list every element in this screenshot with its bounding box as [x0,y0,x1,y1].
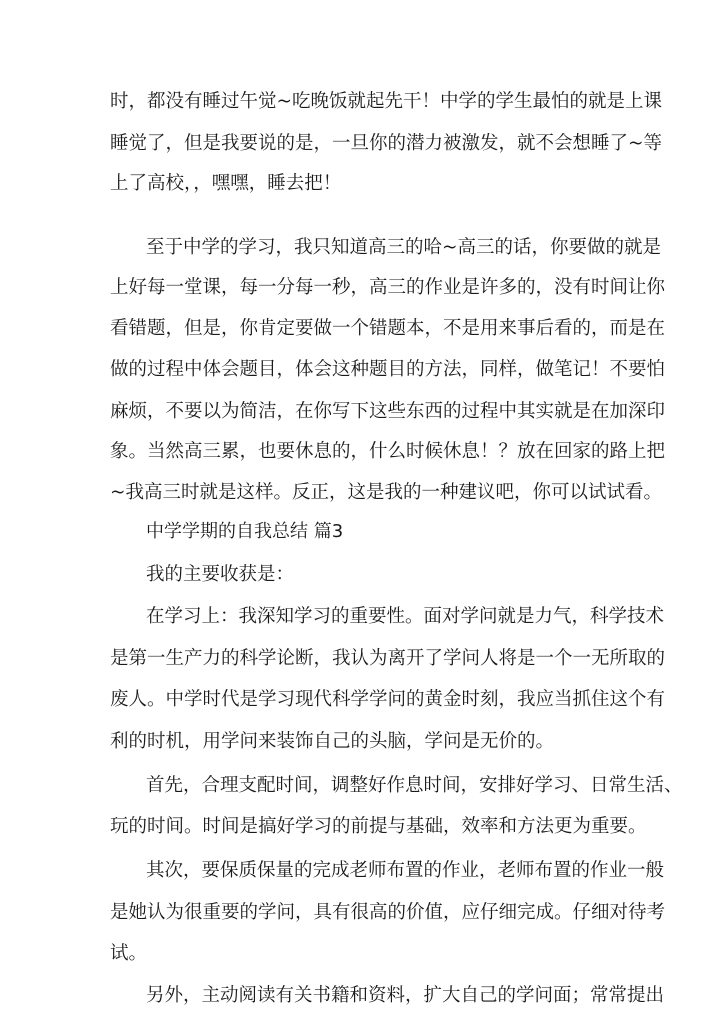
text-line: 做的过程中体会题目，体会这种题目的方法，同样，做笔记！不要怕 [110,359,666,380]
text-line: 是第一生产力的科学论断，我认为离开了学问人将是一个一无所取的 [110,648,666,669]
paragraph-first-line: 其次，要保质保量的完成老师布置的作业，老师布置的作业一般 [146,860,665,881]
text-line: 试。 [110,943,148,964]
text-line: 象。当然高三累，也要休息的，什么时候休息！？放在回家的路上把 [110,441,666,462]
text-line: 麻烦，不要以为简洁，在你写下这些东西的过程中其实就是在加深印 [110,401,666,422]
paragraph-first-line: 首先，合理支配时间，调整好作息时间，安排好学习、日常生活、 [146,775,683,796]
text-line: 利的时机，用学问来装饰自己的头脑，学问是无价的。 [110,731,555,752]
text-line: 我的主要收获是： [146,564,295,585]
text-line: 上了高校，，嘿嘿，睡去把！ [110,173,342,194]
section-heading: 中学学期的自我总结 篇3 [146,521,344,542]
paragraph-first-line: 在学习上：我深知学习的重要性。面对学问就是力气，科学技术 [146,606,665,627]
text-line: 是她认为很重要的学问，具有很高的价值，应仔细完成。仔细对待考 [110,902,666,923]
paragraph-first-line: 至于中学的学习，我只知道高三的哈~高三的话，你要做的就是 [146,237,662,258]
text-line: 睡觉了，但是我要说的是，一旦你的潜力被激发，就不会想睡了~等 [110,133,663,154]
text-line: 时，都没有睡过午觉~吃晚饭就起先干！中学的学生最怕的就是上课 [110,91,663,112]
paragraph-first-line: 另外，主动阅读有关书籍和资料，扩大自己的学问面；常常提出 [146,985,665,1006]
text-line: 上好每一堂课，每一分每一秒，高三的作业是许多的，没有时间让你 [110,277,666,298]
text-line: ~我高三时就是这样。反正，这是我的一种建议吧，你可以试试看。 [110,482,663,503]
text-line: 玩的时间。时间是搞好学习的前提与基础，效率和方法更为重要。 [110,816,647,837]
text-line: 废人。中学时代是学习现代科学学问的黄金时刻，我应当抓住这个有 [110,689,666,710]
text-line: 看错题，但是，你肯定要做一个错题本，不是用来事后看的，而是在 [110,318,666,339]
